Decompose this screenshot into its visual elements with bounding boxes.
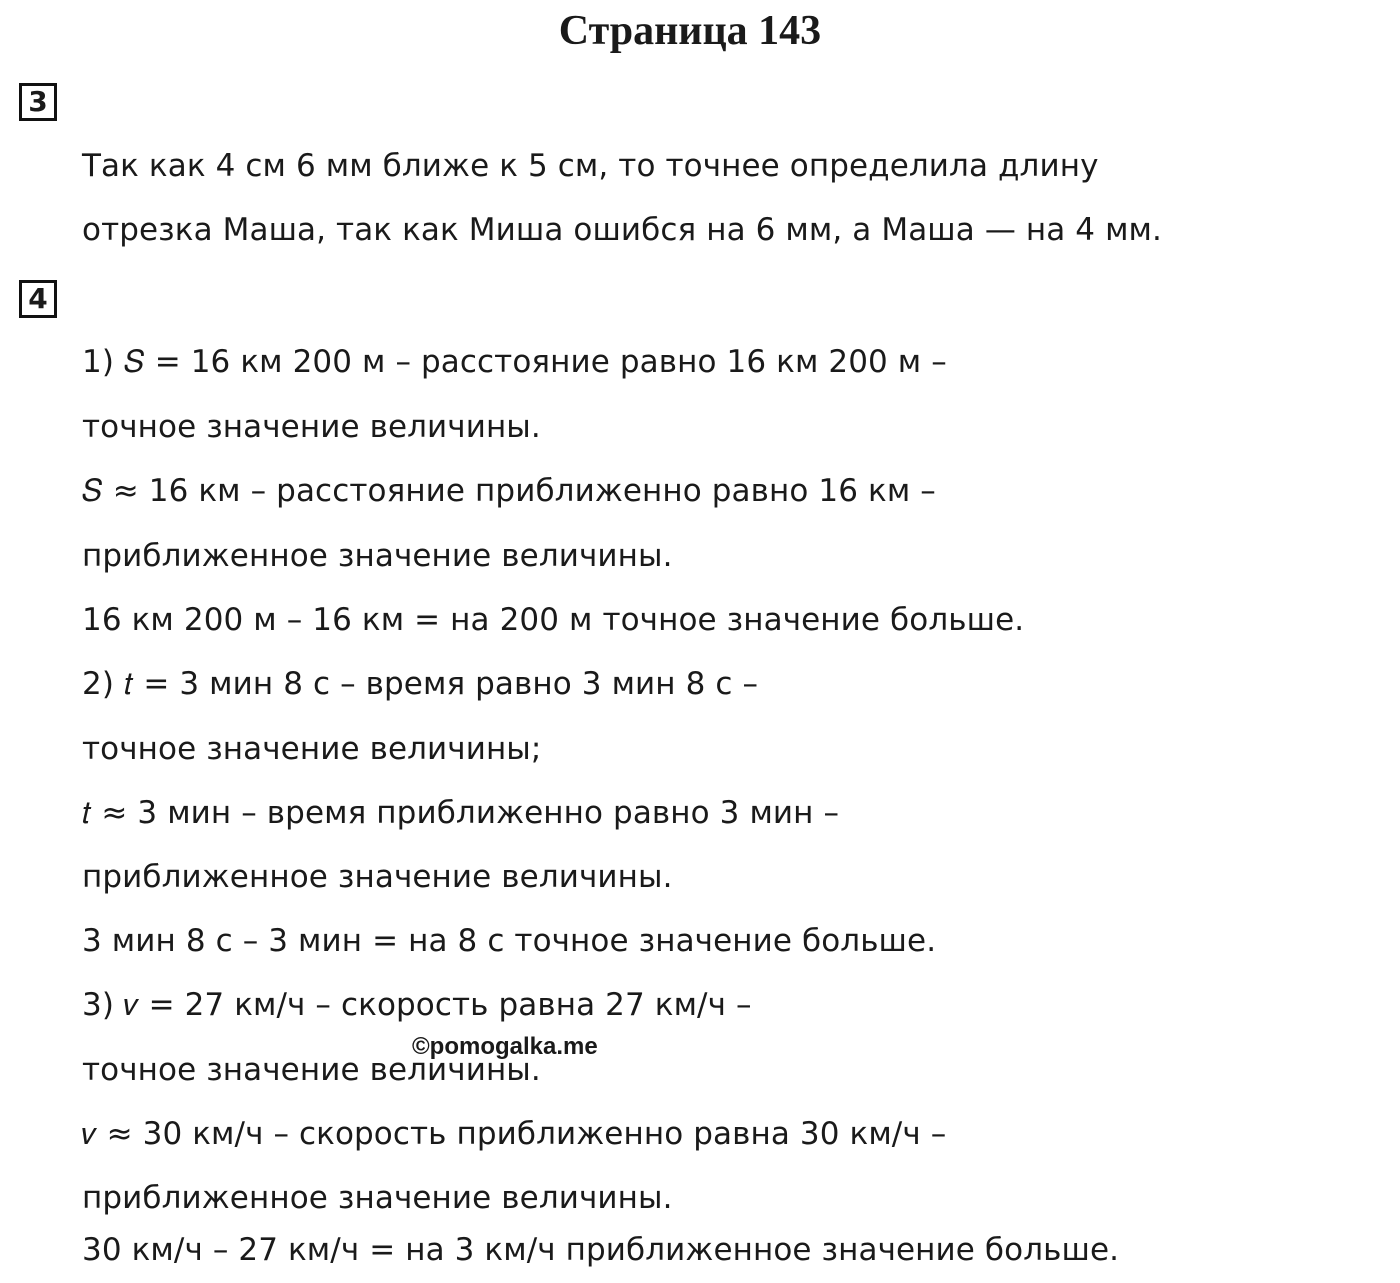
task4-line-4: приближенное значение величины. <box>82 538 673 574</box>
task4-line-6: 2) 𝑡 = 3 мин 8 с – время равно 3 мин 8 с – <box>82 666 759 702</box>
task4-line-14: приближенное значение величины. <box>82 1180 673 1216</box>
task4-line-5: 16 км 200 м – 16 км = на 200 м точное значение больше. <box>82 602 1025 638</box>
page-title: Страница 143 <box>558 8 822 54</box>
task4-line-12: точное значение величины. <box>82 1052 541 1088</box>
watermark: ©pomogalka.me <box>412 1033 598 1060</box>
task4-line-2: точное значение величины. <box>82 409 541 445</box>
task-number-box-3: 3 <box>19 83 57 121</box>
task3-line-1: Так как 4 см 6 мм ближе к 5 см, то точнее определила длину <box>82 148 1099 184</box>
task4-line-8: 𝑡 ≈ 3 мин – время приближенно равно 3 мин – <box>82 795 840 831</box>
task4-line-1: 1) 𝑆 = 16 км 200 м – расстояние равно 16 км 200 м – <box>82 344 947 380</box>
task4-line-7: точное значение величины; <box>82 731 542 767</box>
task-number-box-4: 4 <box>19 280 57 318</box>
task4-line-3: 𝑆 ≈ 16 км – расстояние приближенно равно 16 км – <box>82 473 936 509</box>
task4-line-13: 𝑣 ≈ 30 км/ч – скорость приближенно равна 30 км/ч – <box>82 1116 947 1152</box>
task4-line-10: 3 мин 8 с – 3 мин = на 8 с точное значение больше. <box>82 923 937 959</box>
task4-line-9: приближенное значение величины. <box>82 859 673 895</box>
task3-line-2: отрезка Маша, так как Миша ошибся на 6 мм, а Маша — на 4 мм. <box>82 212 1162 248</box>
task4-line-15: 30 км/ч – 27 км/ч = на 3 км/ч приближенное значение больше. <box>82 1232 1120 1268</box>
task4-line-11: 3) 𝑣 = 27 км/ч – скорость равна 27 км/ч – <box>82 987 752 1023</box>
